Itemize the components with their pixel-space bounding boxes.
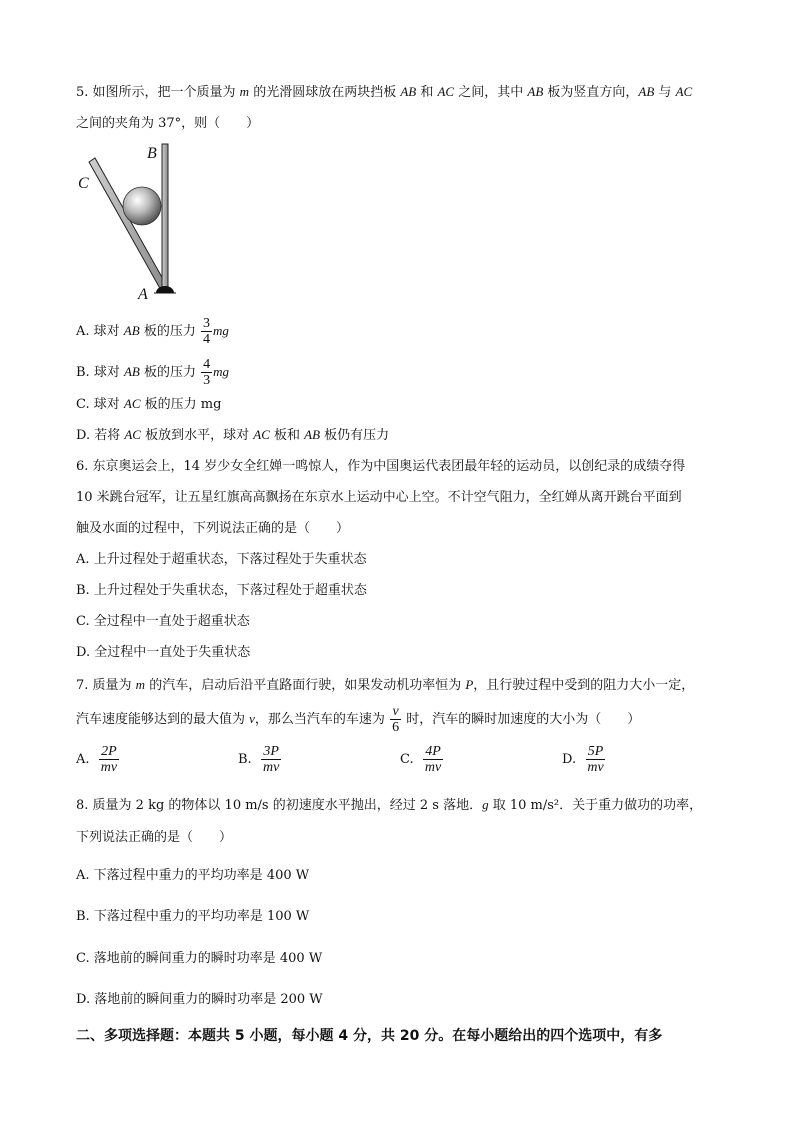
fraction: $\frac{5P}{mv}$ bbox=[587, 744, 604, 775]
board-ac bbox=[89, 158, 168, 292]
q6-option-a: A. 上升过程处于超重状态，下落过程处于失重状态 bbox=[76, 552, 367, 567]
fraction: $\frac{3P}{mv}$ bbox=[262, 744, 280, 775]
fraction: $\frac{4P}{mv}$ bbox=[424, 744, 442, 775]
q8-option-a: A. 下落过程中重力的平均功率是 400 W bbox=[76, 868, 310, 883]
q7-stem-line1: 7. 质量为 m 的汽车，启动后沿平直路面行驶，如果发动机功率恒为 P，且行驶过程中受到的阻力大小一定， bbox=[76, 677, 695, 693]
ball bbox=[123, 187, 161, 225]
q5-figure bbox=[76, 140, 186, 300]
q7-option-d: D. $\frac{5P}{mv}$ bbox=[562, 744, 604, 775]
q7-option-a: A. $\frac{2P}{mv}$ bbox=[76, 744, 118, 775]
q5-option-c: C. 球对 AC 板的压力 mg bbox=[76, 396, 222, 412]
q8-stem-line2: 下列说法正确的是（ ） bbox=[76, 830, 233, 845]
fraction: $\frac{v}{6}$ bbox=[392, 704, 400, 735]
q7-stem-line2: 汽车速度能够达到的最大值为 v，那么当汽车的车速为 $\frac{v}{6}$ 时，汽车的瞬时加速度的大小为（ ） bbox=[76, 704, 641, 735]
label-c: C bbox=[78, 175, 89, 192]
section2-heading: 二、多项选择题：本题共 5 小题，每小题 4 分，共 20 分。在每小题给出的四个选项中，有多 bbox=[76, 1028, 663, 1044]
q5-figure-svg bbox=[76, 140, 186, 300]
q6-stem-line3: 触及水面的过程中，下列说法正确的是（ ） bbox=[76, 521, 350, 536]
label-a: A bbox=[138, 286, 148, 300]
q7-option-c: C. $\frac{4P}{mv}$ bbox=[400, 744, 442, 775]
q8-stem-line1: 8. 质量为 2 kg 的物体以 10 m/s 的初速度水平抛出，经过 2 s 落地．g 取 10 m/s²．关于重力做功的功率， bbox=[76, 797, 703, 813]
q6-option-c: C. 全过程中一直处于超重状态 bbox=[76, 614, 250, 629]
q5-option-b: B. 球对 AB 板的压力 $\frac{4}{3}$ mg bbox=[76, 357, 229, 388]
fraction: $\frac{2P}{mv}$ bbox=[100, 744, 118, 775]
board-ab bbox=[162, 144, 168, 290]
q8-option-c: C. 落地前的瞬间重力的瞬时功率是 400 W bbox=[76, 951, 323, 966]
q8-option-b: B. 下落过程中重力的平均功率是 100 W bbox=[76, 909, 310, 924]
q6-option-b: B. 上升过程处于失重状态，下落过程处于超重状态 bbox=[76, 583, 367, 598]
q6-stem-line1: 6. 东京奥运会上，14 岁少女全红婵一鸣惊人，作为中国奥运代表团最年轻的运动员，以创纪录的成绩夺得 bbox=[76, 459, 686, 474]
fraction: $\frac{3}{4}$ bbox=[202, 316, 210, 347]
q7-option-b: B. $\frac{3P}{mv}$ bbox=[238, 744, 280, 775]
q8-option-d: D. 落地前的瞬间重力的瞬时功率是 200 W bbox=[76, 992, 323, 1007]
q5-stem-line1: 5. 如图所示，把一个质量为 m 的光滑圆球放在两块挡板 AB 和 AC 之间，其中 AB 板为竖直方向，AB 与 AC bbox=[76, 84, 693, 100]
fraction: $\frac{4}{3}$ bbox=[203, 357, 211, 388]
q6-stem-line2: 10 米跳台冠军，让五星红旗高高飘扬在东京水上运动中心上空。不计空气阻力，全红婵从离开跳台平面到 bbox=[76, 490, 682, 505]
q6-option-d: D. 全过程中一直处于失重状态 bbox=[76, 645, 251, 660]
label-b: B bbox=[147, 145, 157, 162]
q5-option-d: D. 若将 AC 板放到水平，球对 AC 板和 AB 板仍有压力 bbox=[76, 427, 390, 443]
q5-stem-line2: 之间的夹角为 37°，则（ ） bbox=[76, 116, 260, 131]
q5-option-a: A. 球对 AB 板的压力 $\frac{3}{4}$ mg bbox=[76, 316, 229, 347]
